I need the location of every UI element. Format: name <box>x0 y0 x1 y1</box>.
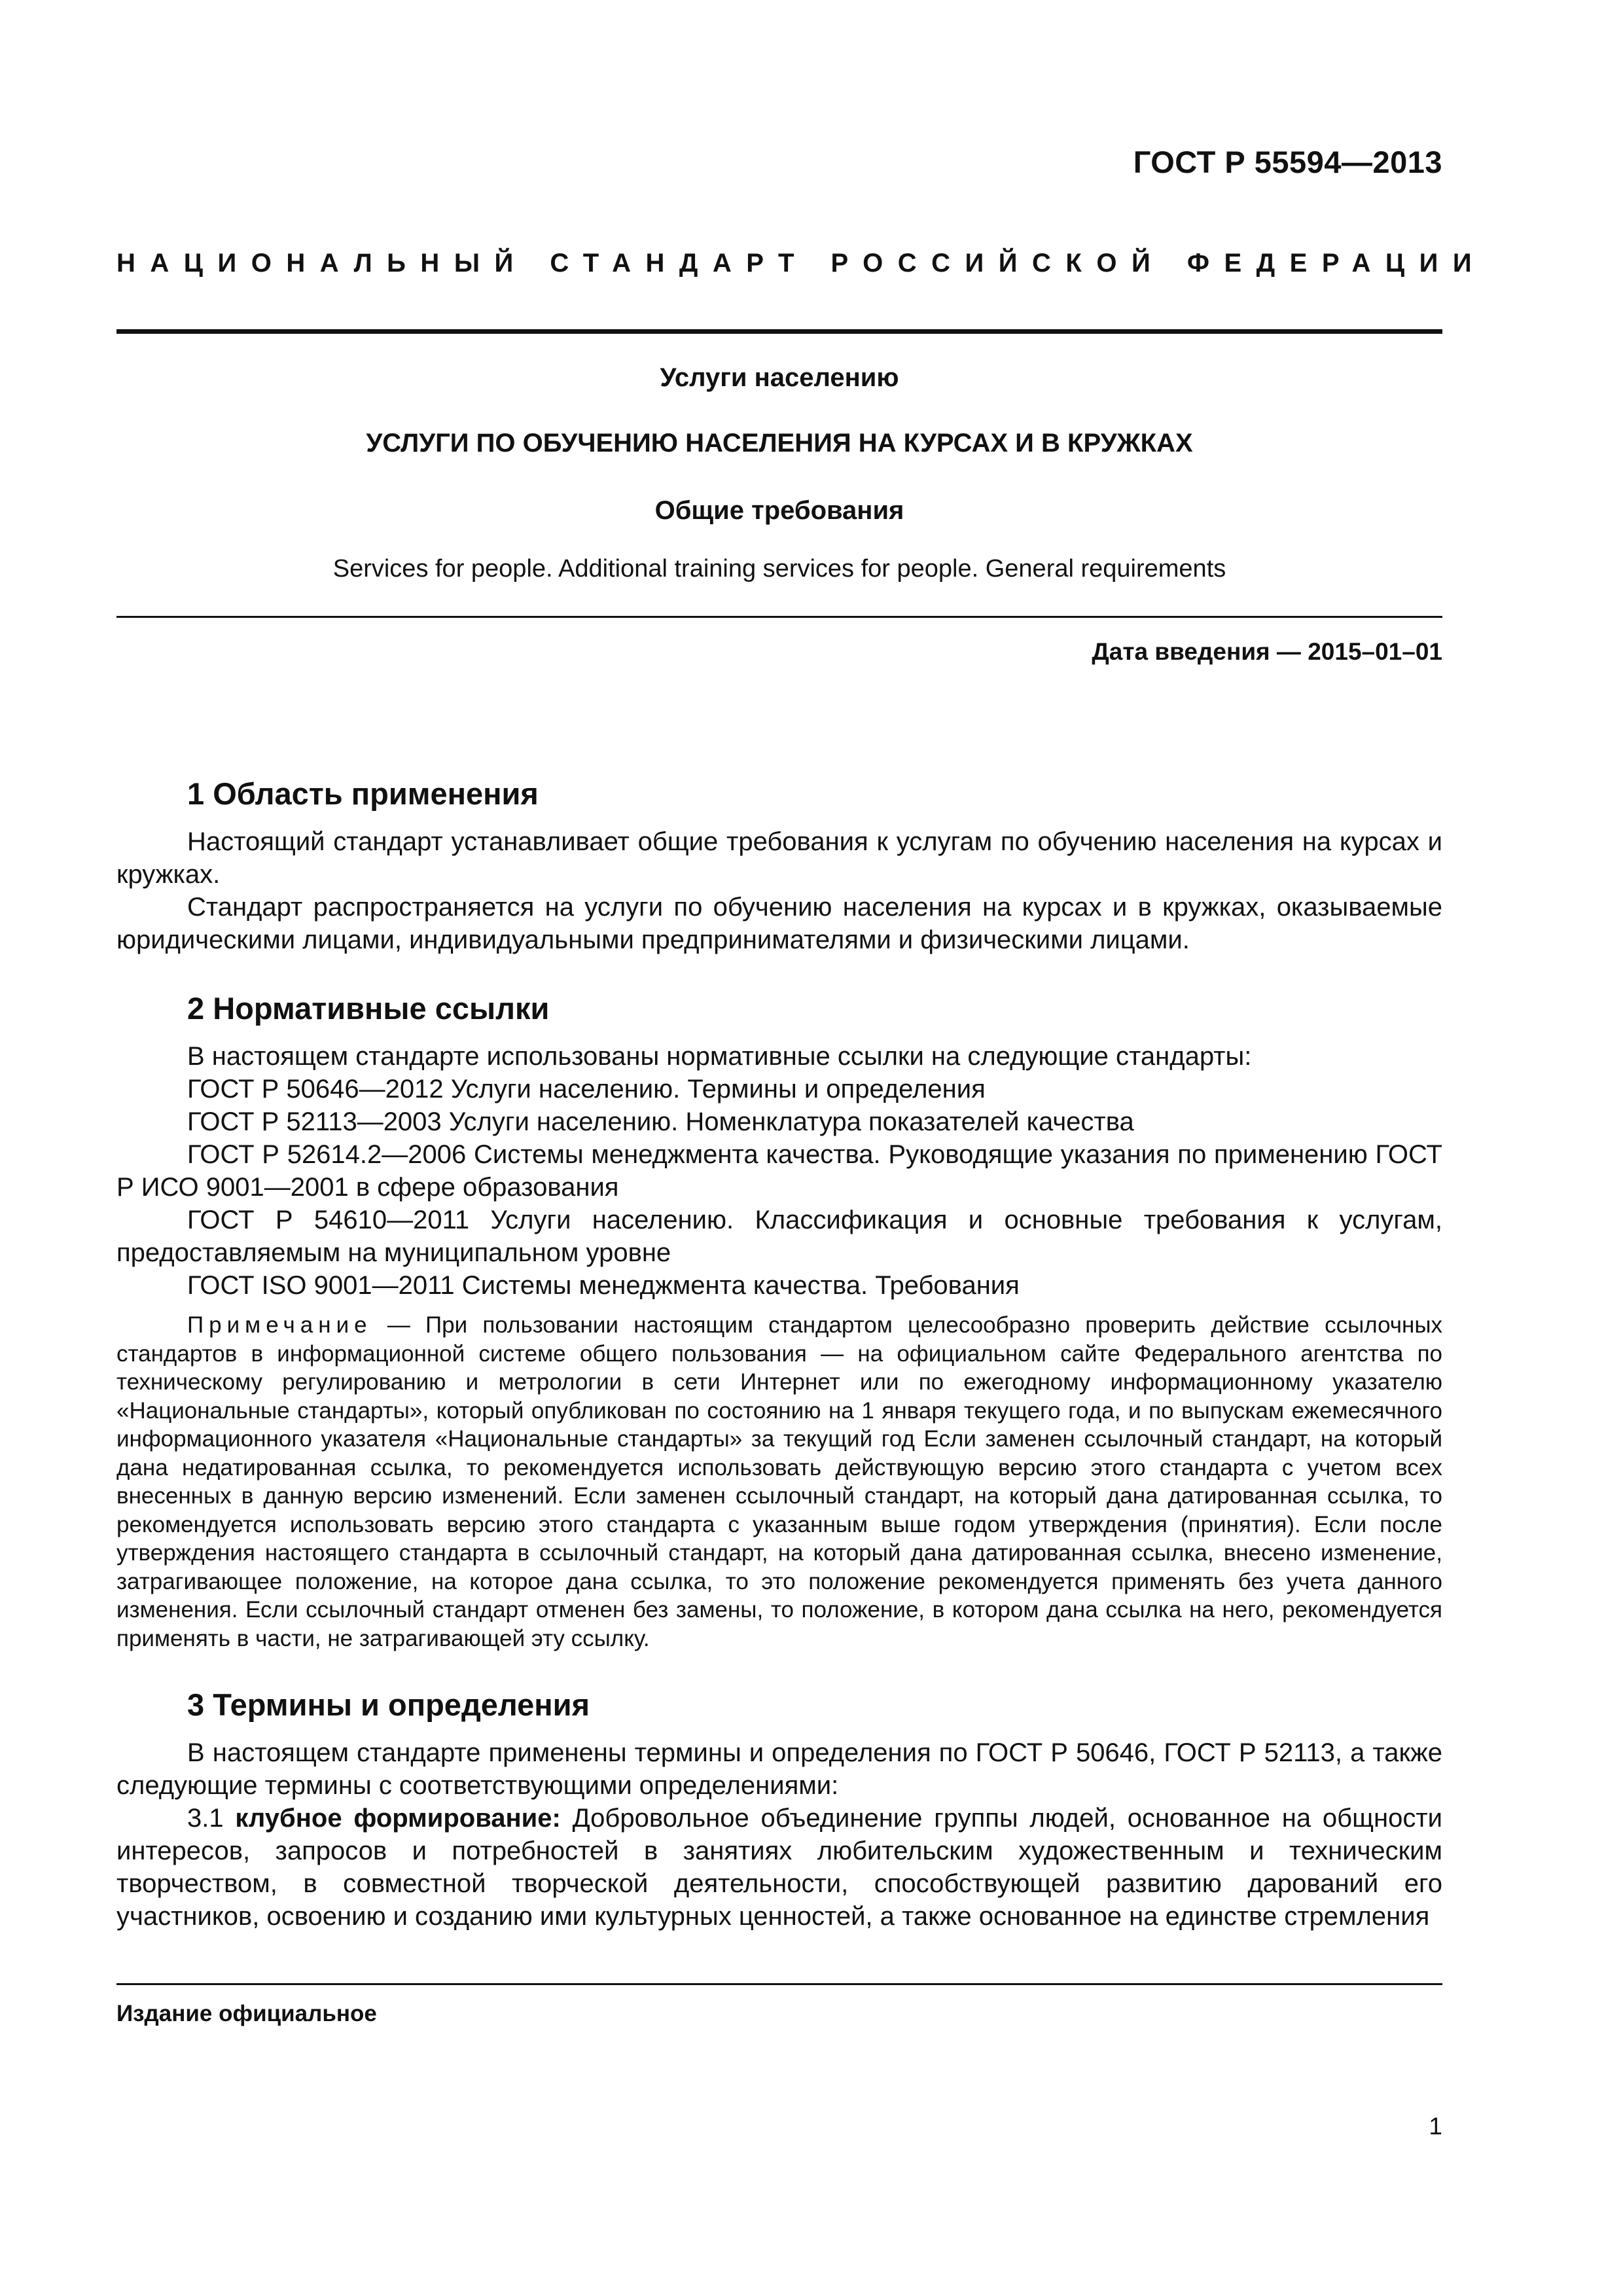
reference-item: ГОСТ Р 52113—2003 Услуги населению. Номенклатура показателей качества <box>187 1107 1134 1136</box>
references-note <box>116 1311 1442 1653</box>
section-3-intro: В настоящем стандарте применены термины и определения по ГОСТ Р 50646, ГОСТ Р 52113, а также следующие термины с соответствующими определениями: <box>116 1738 1442 1800</box>
introduction-date: Дата введения — 2015–01–01 <box>1092 638 1442 665</box>
note-label: Примечание <box>187 1312 372 1338</box>
national-standard-heading: НАЦИОНАЛЬНЫЙ СТАНДАРТ РОССИЙСКОЙ ФЕДЕРАЦИИ <box>116 249 1487 278</box>
note-text: — При пользовании настоящим стандартом целесообразно проверить действие ссылочных стандартов в информационной системе общего пользования — на официальном сайте Федерального агентства по техническому регулированию и метрологии в сети Интернет или по ежегодному информационному указателю «Национальные стандарты», который опубликован по состоянию на 1 января текущего года, и по выпускам ежемесячного информационного указателя «Национальные стандарты» за текущий год Если заменен ссылочный стандарт, на который дана недатированная ссылка, то рекомендуется использовать действующую версию этого стандарта с учетом всех внесенных в данную версию изменений. Если заменен ссылочный стандарт, на который дана датированная ссылка, то рекомендуется использовать версию этого стандарта с указанным выше годом утверждения (принятия). Если после утверждения настоящего стандарта в ссылочный стандарт, на который дана датированная ссылка, внесено изменение, затрагивающее положение, на которое дана ссылка, то это положение рекомендуется применять без учета данного изменения. Если ссылочный стандарт отменен без замены, то положение, в котором дана ссылка на него, рекомендуется применять в части, не затрагивающей эту ссылку. <box>116 1312 1442 1651</box>
official-edition-label: Издание официальное <box>116 2001 377 2026</box>
reference-item: ГОСТ Р 52614.2—2006 Системы менеджмента качества. Руководящие указания по применению ГОСТ Р ИСО 9001—2001 в сфере образования <box>116 1140 1442 1202</box>
footer-divider <box>116 1983 1442 1985</box>
reference-item: ГОСТ Р 50646—2012 Услуги населению. Термины и определения <box>187 1075 986 1103</box>
title-subtitle: Общие требования <box>654 496 904 525</box>
title-main: УСЛУГИ ПО ОБУЧЕНИЮ НАСЕЛЕНИЯ НА КУРСАХ И В КРУЖКАХ <box>366 429 1193 457</box>
section-3-heading: 3 Термины и определения <box>187 1687 590 1722</box>
definition-term: клубное формирование: <box>235 1804 561 1833</box>
title-divider <box>116 616 1442 618</box>
section-2-heading: 2 Нормативные ссылки <box>187 991 550 1026</box>
section-1-paragraph-1: Настоящий стандарт устанавливает общие требования к услугам по обучению населения на курсах и кружках. <box>116 827 1442 889</box>
reference-item: ГОСТ Р 54610—2011 Услуги населению. Классификация и основные требования к услугам, предоставляемым на муниципальном уровне <box>116 1206 1442 1267</box>
section-1-heading: 1 Область применения <box>187 776 539 811</box>
definition-text: Добровольное объединение группы людей, основанное на общности интересов, запросов и потребностей в занятиях любительским художественным и техническим творчеством, в совместной творческой деятельности, способствующей развитию дарований его участников, освоению и созданию ими культурных ценностей, а также основанное на единстве стремления <box>116 1804 1442 1931</box>
document-number: ГОСТ Р 55594—2013 <box>1133 145 1442 179</box>
definition-number: 3.1 <box>187 1804 224 1833</box>
title-category: Услуги населению <box>660 363 899 392</box>
definition-3-1 <box>116 1802 1442 1933</box>
title-english: Services for people. Additional training services for people. General requirements <box>332 555 1226 583</box>
document-body <box>116 774 1442 1933</box>
header-divider <box>116 329 1442 334</box>
reference-item: ГОСТ ISO 9001—2011 Системы менеджмента качества. Требования <box>187 1271 1020 1300</box>
page-number: 1 <box>1429 2113 1442 2140</box>
section-2-intro: В настоящем стандарте использованы нормативные ссылки на следующие стандарты: <box>187 1042 1252 1071</box>
section-1-paragraph-2: Стандарт распространяется на услуги по обучению населения на курсах и в кружках, оказываемые юридическими лицами, индивидуальными предпринимателями и физическими лицами. <box>116 893 1442 954</box>
